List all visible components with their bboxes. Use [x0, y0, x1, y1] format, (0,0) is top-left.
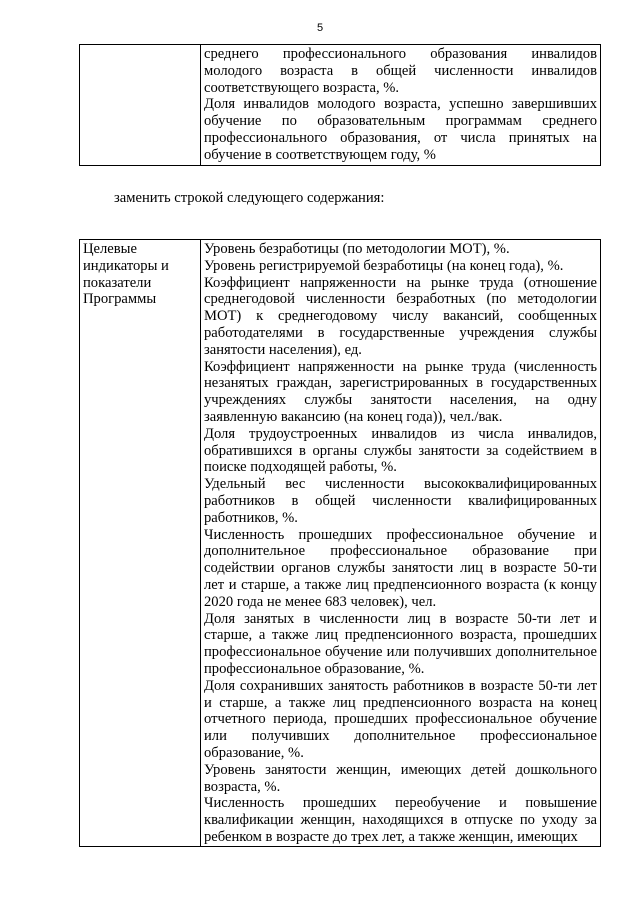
table-row: [80, 240, 601, 847]
table-cell-left: [80, 240, 201, 847]
indicator-paragraph: Уровень регистрируемой безработицы (на конец года), %.: [204, 257, 564, 274]
indicator-paragraph: Уровень занятости женщин, имеющих детей дошкольного возраста, %.: [204, 761, 597, 795]
table-cell-left-empty: [80, 45, 201, 166]
table-paragraph: среднего профессионального образования инвалидов молодого возраста в общей численности инвалидов соответствующего возраста, %.: [204, 46, 597, 96]
table-cell-right: [201, 45, 601, 166]
page-number: 5: [316, 22, 324, 34]
previous-table-fragment: [79, 44, 601, 166]
table-row: [80, 45, 601, 166]
replacement-table: [79, 239, 601, 847]
indicator-paragraph: Доля трудоустроенных инвалидов из числа инвалидов, обратившихся в органы службы занятости за содействием в поиске подходящей работы, %.: [204, 425, 597, 476]
indicator-paragraph: Уровень безработицы (по методологии МОТ), %.: [204, 241, 510, 257]
table-cell-right: [201, 240, 601, 847]
indicator-paragraph: Численность прошедших профессиональное обучение и дополнительное профессиональное образование при содействии органов службы занятости лиц в возрасте 50-ти лет и старше, а также лиц предпенсионного возраста (к концу 2020 года не менее 683 человек), чел.: [204, 526, 597, 610]
table-paragraph: Доля инвалидов молодого возраста, успешно завершивших обучение по образовательным программам среднего профессионального образования, от числа принятых на обучение в соответствующем году, %: [204, 96, 597, 163]
indicator-paragraph: Численность прошедших переобучение и повышение квалификации женщин, находящихся в отпуске по уходу за ребенком в возрасте до трех лет, а также женщин, имеющих: [204, 795, 597, 845]
indicator-paragraph: Коэффициент напряженности на рынке труда (численность незанятых граждан, зарегистрированных в государственных учреждениях службы занятости населения, на одну заявленную вакансию (на конец года)), чел./вак.: [204, 358, 597, 425]
row-label: Целевые индикаторы и показатели Программы: [83, 241, 169, 308]
instruction-text: заменить строкой следующего содержания:: [114, 190, 385, 206]
indicator-paragraph: Доля сохранивших занятость работников в возрасте 50-ти лет и старше, а также лиц предпенсионного возраста на конец отчетного периода, прошедших профессиональное обучение или получивших дополнительное профессиональное образование, %.: [204, 677, 597, 761]
indicator-paragraph: Удельный вес численности высококвалифицированных работников в общей численности квалифицированных работников, %.: [204, 476, 597, 526]
indicator-paragraph: Доля занятых в численности лиц в возрасте 50-ти лет и старше, а также лиц предпенсионного возраста, прошедших профессиональное обучение или получивших дополнительное профессиональное образование, %.: [204, 610, 597, 677]
indicator-paragraph: Коэффициент напряженности на рынке труда (отношение среднегодовой численности безработных (по методологии МОТ) к среднегодовому числу вакансий, сообщенных работодателями в государственные учреждения службы занятости населения), ед.: [204, 274, 597, 358]
